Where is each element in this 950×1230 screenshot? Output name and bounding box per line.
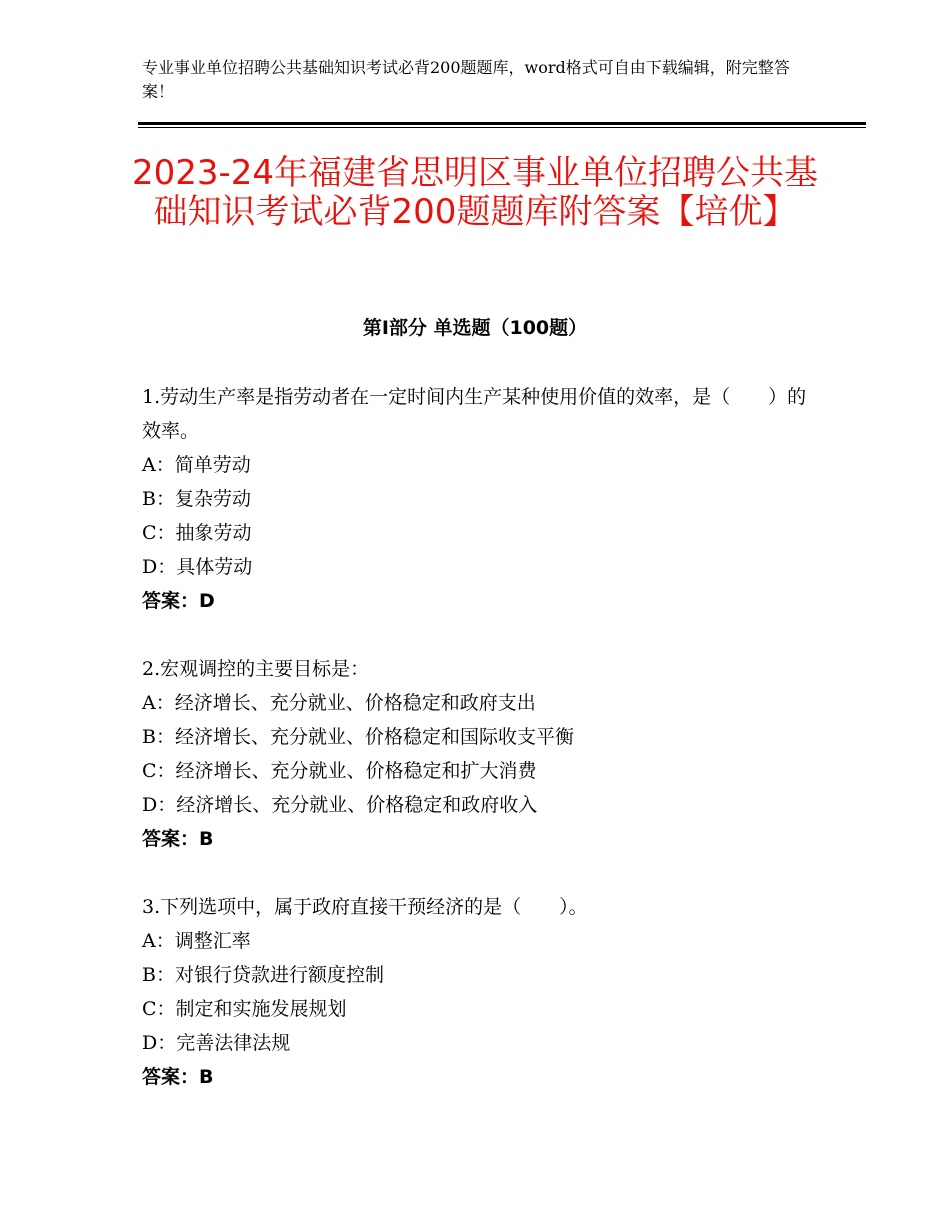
answer: 答案：B [142, 1066, 214, 1088]
option-d: D：完善法律法规 [142, 1032, 291, 1054]
option-d: D：经济增长、充分就业、价格稳定和政府收入 [142, 794, 538, 816]
option-a: A：调整汇率 [142, 930, 251, 952]
question-1 [142, 380, 812, 618]
option-b: B：复杂劳动 [142, 488, 251, 510]
answer: 答案：B [142, 828, 214, 850]
header-divider-thick [138, 122, 866, 125]
question-stem: 1.劳动生产率是指劳动者在一定时间内生产某种使用价值的效率，是（ ）的效率。 [142, 386, 807, 442]
question-stem: 3.下列选项中，属于政府直接干预经济的是（ ）。 [142, 896, 588, 918]
option-c: C：抽象劳动 [142, 522, 252, 544]
header-note: 专业事业单位招聘公共基础知识考试必背200题题库，word格式可自由下载编辑，附完整答案！ [142, 58, 790, 101]
option-b: B：经济增长、充分就业、价格稳定和国际收支平衡 [142, 726, 574, 748]
question-list [142, 380, 812, 1128]
question-stem: 2.宏观调控的主要目标是： [142, 658, 370, 680]
option-a: A：简单劳动 [142, 454, 251, 476]
option-b: B：对银行贷款进行额度控制 [142, 964, 384, 986]
document-title: 2023-24年福建省思明区事业单位招聘公共基础知识考试必背200题题库附答案【培优】 [131, 153, 819, 232]
header-divider-thin [138, 127, 866, 128]
option-c: C：经济增长、充分就业、价格稳定和扩大消费 [142, 760, 537, 782]
answer: 答案：D [142, 590, 215, 612]
section-title: 第Ⅰ部分 单选题（100题） [362, 317, 588, 339]
question-3 [142, 890, 812, 1094]
option-a: A：经济增长、充分就业、价格稳定和政府支出 [142, 692, 536, 714]
option-d: D：具体劳动 [142, 556, 253, 578]
question-2 [142, 652, 812, 856]
option-c: C：制定和实施发展规划 [142, 998, 347, 1020]
